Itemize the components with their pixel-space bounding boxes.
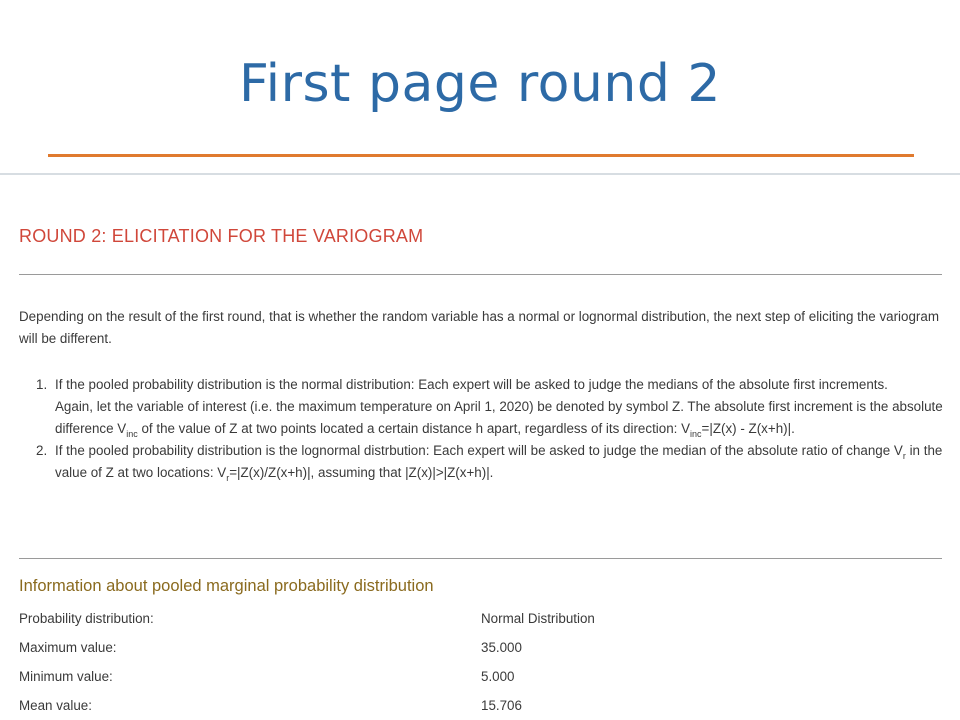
subscript: inc [126,429,138,439]
item-text: If the pooled probability distribution is the normal distribution: Each expert will be asked to judge the medians of the absolute first increments. [55,377,888,392]
divider [19,558,942,559]
slide-title: First page round 2 [239,54,721,114]
instruction-list [19,374,944,484]
item-text: of the value of Z at two points located a certain distance h apart, regardless of its direction: V [137,421,691,436]
info-row [19,637,944,659]
info-row [19,608,944,630]
info-value: 15.706 [481,698,522,713]
list-number: 2. [36,443,48,458]
item-text: =|Z(x) - Z(x+h)|. [701,421,795,436]
intro-paragraph: Depending on the result of the first round, that is whether the random variable has a normal or lognormal distribution, the next step of eliciting the variogram will be different. [19,309,939,346]
info-value: 35.000 [481,640,522,655]
list-item [19,374,944,440]
subscript: inc [690,429,702,439]
item-text: If the pooled probability distribution is the lognormal distrbution: Each expert will be asked to judge the median of the absolute ratio of change V [55,443,903,458]
info-heading: Information about pooled marginal probability distribution [19,577,434,595]
divider [19,274,942,275]
elicitation-screenshot [0,176,960,720]
screenshot-top-border [0,173,960,175]
list-item [19,440,944,484]
info-value: Normal Distribution [481,611,595,626]
round-heading: ROUND 2: ELICITATION FOR THE VARIOGRAM [19,226,424,246]
info-label: Probability distribution: [19,611,154,626]
info-row [19,695,944,717]
info-label: Mean value: [19,698,92,713]
title-underline [48,154,914,157]
item-text: Again, let the variable of interest (i.e. the maximum temperature on April 1, 2020) be denoted by symbol Z. The absolute first increment is the absolute difference V [55,399,943,436]
list-number: 1. [36,377,48,392]
item-text: =|Z(x)/Z(x+h)|, assuming that |Z(x)|>|Z(x+h)|. [229,465,494,480]
info-value: 5.000 [481,669,515,684]
item-text: in the value of Z at two locations: V [55,443,943,480]
subscript: r [902,451,906,461]
info-label: Minimum value: [19,669,113,684]
subscript: r [226,473,230,483]
info-label: Maximum value: [19,640,117,655]
info-row [19,666,944,688]
